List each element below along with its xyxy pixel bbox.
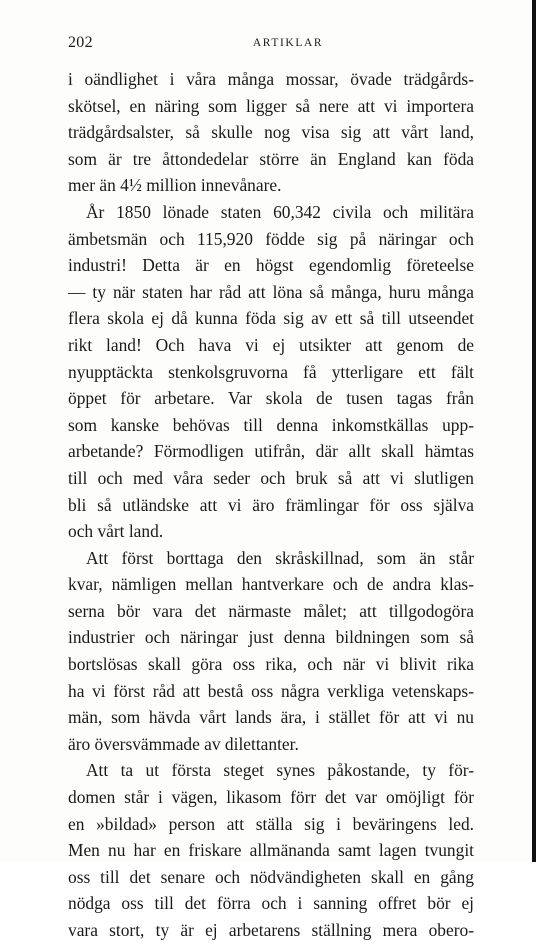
page-number: 202	[68, 34, 93, 51]
text-line: bortslösas skall göra oss rika, och när vi blivit rika	[68, 654, 474, 675]
text-line: Att först borttaga den skråskillnad, som än står	[86, 547, 474, 568]
text-line: bli så utländske att vi äro främlingar för oss själva	[68, 494, 474, 515]
text-line: domen står i vägen, likasom förr det var omöjligt för	[68, 787, 474, 808]
text-line: till och med våra seder och bruk så att vi slutligen	[68, 467, 474, 488]
text-line: som kanske behövas till denna inkomstkällas upp-	[68, 414, 474, 435]
text-line: rikt land! Och hava vi ej utsikter att genom de	[68, 334, 474, 355]
text-line: serna bör vara det närmaste målet; att tillgodogöra	[68, 600, 474, 621]
text-line: — ty när staten har råd att löna så många, huru många	[68, 281, 474, 302]
body-text	[68, 66, 474, 944]
text-line: nödga oss till det förra och i sanning offret bör ej	[68, 893, 474, 914]
text-line: i oändlighet i våra många mossar, övade trädgårds-	[68, 69, 474, 89]
text-line: arbetande? Förmodligen utifrån, där allt skall hämtas	[68, 441, 474, 462]
text-line: en »bildad» person att ställa sig i beväringens led.	[68, 813, 474, 834]
text-line: vara stort, ty är ej arbetarens ställning mera obero-	[68, 920, 474, 940]
text-line: flera skola ej då kunna föda sig av ett så till utseendet	[68, 308, 474, 329]
text-line: skötsel, en näring som ligger så nere att vi importera	[68, 95, 474, 116]
page-header	[68, 34, 472, 56]
text-line: industrier och näringar just denna bildningen som så	[68, 627, 474, 648]
text-line: nyupptäckta stenkolsgruvorna få ytterligare ett fält	[68, 361, 474, 382]
text-line: öppet för arbetare. Var skola de tusen tagas från	[68, 388, 474, 409]
text-line: ha vi först råd att bestå oss några verkliga vetenskaps-	[68, 680, 474, 701]
text-line: kvar, nämligen mellan hantverkare och de andra klas-	[68, 574, 474, 595]
text-line: industri! Detta är en högst egendomlig företeelse	[68, 255, 474, 276]
text-line: Men nu har en friskare allmänanda samt lagen tvungit	[68, 840, 474, 861]
text-line: män, som hävda vårt lands ära, i stället för att vi nu	[68, 707, 474, 728]
text-line: mer än 4½ million innevånare.	[68, 175, 282, 196]
text-line: som är tre åttondedelar större än England kan föda	[68, 148, 474, 169]
text-line: trädgårdsalster, så skulle nog visa sig att vårt land,	[68, 122, 474, 143]
running-head: ARTIKLAR	[252, 37, 324, 49]
text-line: äro översvämmade av dilettanter.	[68, 733, 299, 754]
text-line: och vårt land.	[68, 521, 164, 542]
text-line: ämbetsmän och 115,920 födde sig på näringar och	[68, 228, 474, 249]
text-line: oss till det senare och nödvändigheten skall en gång	[68, 866, 474, 887]
text-line: År 1850 lönade staten 60,342 civila och militära	[86, 201, 474, 222]
page-edge-border	[532, 0, 536, 862]
text-line: Att ta ut första steget synes påkostande, ty för-	[86, 760, 474, 781]
